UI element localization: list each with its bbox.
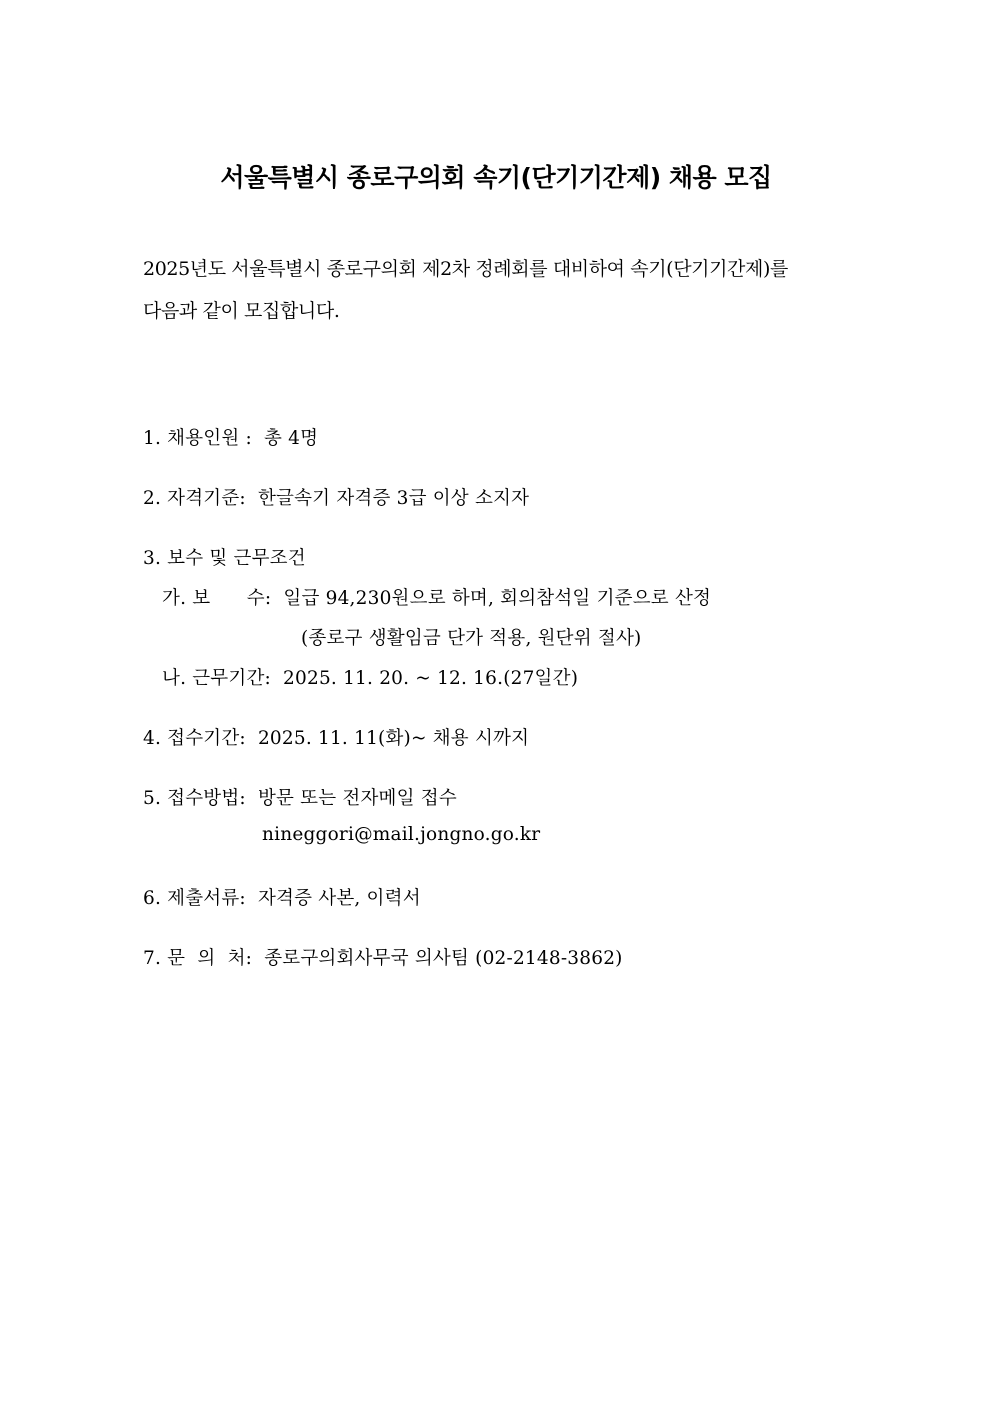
item-3b-work-period [162,664,578,690]
document-title: 서울특별시 종로구의회 속기(단기기간제) 채용 모집 [220,163,772,192]
item-2-label: 2. 자격기준: [143,488,246,509]
item-3a-value: 일급 94,230원으로 하며, 회의참석일 기준으로 산정 [283,588,712,609]
item-5-application-method [143,784,457,810]
item-1-recruitment-count [143,424,318,450]
intro-line-2: 다음과 같이 모집합니다. [143,300,340,322]
item-2-value: 한글속기 자격증 3급 이상 소지자 [257,488,530,509]
item-6-label: 6. 제출서류: [143,888,246,909]
item-6-value: 자격증 사본, 이력서 [257,888,421,909]
item-3a-pay [162,584,711,610]
item-3-pay-and-conditions [143,544,306,570]
item-7-value: 종로구의회사무국 의사팀 (02-2148-3862) [264,948,623,969]
item-3-label: 3. 보수 및 근무조건 [143,548,306,569]
item-1-label: 1. 채용인원 : [143,428,252,449]
item-3b-value: 2025. 11. 20. ~ 12. 16.(27일간) [283,668,579,689]
item-3a-note [301,624,641,650]
item-3b-label: 나. 근무기간: [162,668,271,689]
intro-paragraph [143,248,863,332]
item-4-label: 4. 접수기간: [143,728,246,749]
item-1-value: 총 4명 [264,428,319,449]
item-2-qualification [143,484,529,510]
item-7-contact [143,944,623,970]
item-3a-label: 가. 보 수: [162,588,272,609]
item-5-label: 5. 접수방법: [143,788,246,809]
item-6-documents [143,884,421,910]
item-3a-note-text: (종로구 생활임금 단가 적용, 원단위 절사) [301,628,642,649]
item-4-application-period [143,724,529,750]
email-address-link[interactable]: nineggori@mail.jongno.go.kr [262,824,541,845]
item-4-value: 2025. 11. 11(화)~ 채용 시까지 [257,728,530,749]
item-5-email[interactable] [262,824,540,845]
intro-line-1: 2025년도 서울특별시 종로구의회 제2차 정례회를 대비하여 속기(단기기간제)를 [143,258,788,280]
item-5-value: 방문 또는 전자메일 접수 [257,788,457,809]
item-7-label: 7. 문 의 처: [143,948,253,969]
